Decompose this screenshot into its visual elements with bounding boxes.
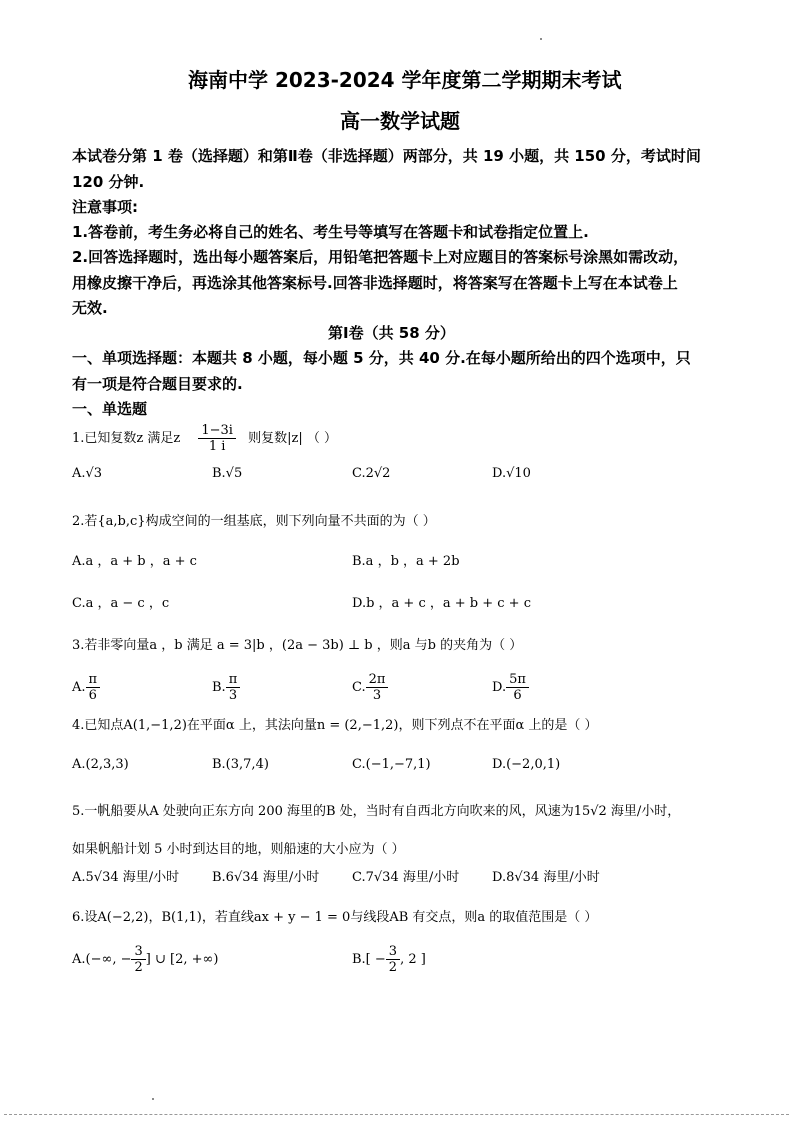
notice-2-line-3: 无效. (72, 299, 108, 317)
q3-d-den: 6 (513, 688, 522, 703)
q6-b-post: , 2 ] (400, 952, 426, 967)
q1-numerator: 1−3i (198, 423, 236, 439)
q3-b-num: π (226, 672, 241, 688)
q1-stem-pre: 1.已知复数z 满足z (72, 431, 181, 446)
notice-2-line-1: 2.回答选择题时，选出每小题答案后，用铅笔把答题卡上对应题目的答案标号涂黑如需改动， (72, 248, 689, 266)
section-desc-line-1: 一、单项选择题：本题共 8 小题，每小题 5 分，共 40 分.在每小题所给出的四个选项中，只 (72, 349, 691, 367)
bottom-dot (152, 1098, 154, 1100)
q3-option-b (212, 672, 240, 703)
q1-fraction (198, 423, 236, 454)
q4-option-b: B.(3,7,4) (212, 757, 269, 772)
q1-option-a: A.√3 (72, 466, 103, 481)
intro-line-1: 本试卷分第 1 卷（选择题）和第Ⅱ卷（非选择题）两部分，共 19 小题，共 150 分，考试时间 (72, 147, 701, 165)
q5-option-c: C.7√34 海里/小时 (352, 870, 460, 885)
intro-line-2: 120 分钟. (72, 173, 145, 191)
q2-option-b: B.a ，b ，a + 2b (352, 554, 460, 569)
q1-stem-post: 则复数|z| （ ） (248, 431, 337, 446)
question-1-stem (72, 423, 337, 454)
q3-d-fraction (506, 672, 529, 703)
notice-1: 1.答卷前，考生务必将自己的姓名、考生号等填写在答题卡和试卷指定位置上. (72, 223, 589, 241)
q4-option-d: D.(−2,0,1) (492, 757, 561, 772)
q4-option-a: A.(2,3,3) (72, 757, 129, 772)
q6-b-num: 3 (386, 944, 400, 960)
q3-b-fraction (226, 672, 241, 703)
part-title: 第Ⅰ卷（共 58 分） (328, 324, 455, 342)
q2-option-c: C.a ，a − c ，c (72, 596, 170, 611)
q3-a-fraction (86, 672, 101, 703)
q3-c-fraction (366, 672, 389, 703)
q4-option-c: C.(−1,−7,1) (352, 757, 431, 772)
top-dot (540, 38, 542, 40)
q3-option-c (352, 672, 388, 703)
q3-c-label: C. (352, 680, 366, 695)
q6-b-pre: B.[ − (352, 952, 386, 967)
q6-option-a (72, 944, 218, 975)
q5-option-d: D.8√34 海里/小时 (492, 870, 600, 885)
q2-option-a: A.a ，a + b ，a + c (72, 554, 197, 569)
question-5-stem-line-1: 5.一帆船要从A 处驶向正东方向 200 海里的B 处，当时有自西北方向吹来的风，风速为15√2 海里/小时， (72, 804, 681, 819)
q2-option-d: D.b ，a + c ，a + b + c + c (352, 596, 531, 611)
page-subtitle: 高一数学试题 (340, 109, 460, 133)
q6-b-fraction (386, 944, 400, 975)
q6-a-fraction (131, 944, 145, 975)
question-4-stem: 4.已知点A(1,−1,2)在平面α 上，其法向量n = (2,−1,2)，则下列点不在平面α 上的是（ ） (72, 718, 598, 733)
q3-a-num: π (86, 672, 101, 688)
question-6-stem: 6.设A(−2,2)，B(1,1)，若直线ax + y − 1 = 0与线段AB 有交点，则a 的取值范围是（ ） (72, 910, 598, 925)
q1-option-c: C.2√2 (352, 466, 391, 481)
q3-option-d (492, 672, 529, 703)
question-3-stem: 3.若非零向量a ，b 满足 a = 3|b ，(2a − 3b) ⊥ b ，则a 与b 的夹角为（ ） (72, 638, 523, 653)
section-desc-line-2: 有一项是符合题目要求的. (72, 375, 243, 393)
section-sub-heading: 一、单选题 (72, 400, 148, 418)
q5-option-b: B.6√34 海里/小时 (212, 870, 320, 885)
q1-option-d: D.√10 (492, 466, 531, 481)
question-5-stem-line-2: 如果帆船计划 5 小时到达目的地，则船速的大小应为（ ） (72, 842, 405, 857)
q3-c-num: 2π (366, 672, 389, 688)
q6-a-num: 3 (131, 944, 145, 960)
q6-a-den: 2 (134, 960, 143, 975)
q3-b-label: B. (212, 680, 226, 695)
q3-d-num: 5π (506, 672, 529, 688)
q5-option-a: A.5√34 海里/小时 (72, 870, 180, 885)
q6-option-b (352, 944, 426, 975)
q3-c-den: 3 (372, 688, 382, 703)
q6-a-pre: A.(−∞, − (72, 952, 132, 967)
q6-b-den: 2 (388, 960, 398, 975)
notice-2-line-2: 用橡皮擦干净后，再选涂其他答案标号.回答非选择题时，将答案写在答题卡上写在本试卷上 (72, 274, 678, 292)
page-title: 海南中学 2023-2024 学年度第二学期期末考试 (188, 68, 622, 92)
q1-option-b: B.√5 (212, 466, 243, 481)
q3-a-label: A. (72, 680, 86, 695)
q1-denominator: 1 i (208, 439, 226, 454)
page-bottom-divider (4, 1114, 789, 1115)
q3-a-den: 6 (88, 688, 97, 703)
notice-heading: 注意事项: (72, 198, 138, 216)
q6-a-post: ] ∪ [2, +∞) (145, 952, 219, 967)
q3-b-den: 3 (228, 688, 238, 703)
q3-d-label: D. (492, 680, 507, 695)
q3-option-a (72, 672, 100, 703)
question-2-stem: 2.若{a,b,c}构成空间的一组基底，则下列向量不共面的为（ ） (72, 514, 436, 529)
